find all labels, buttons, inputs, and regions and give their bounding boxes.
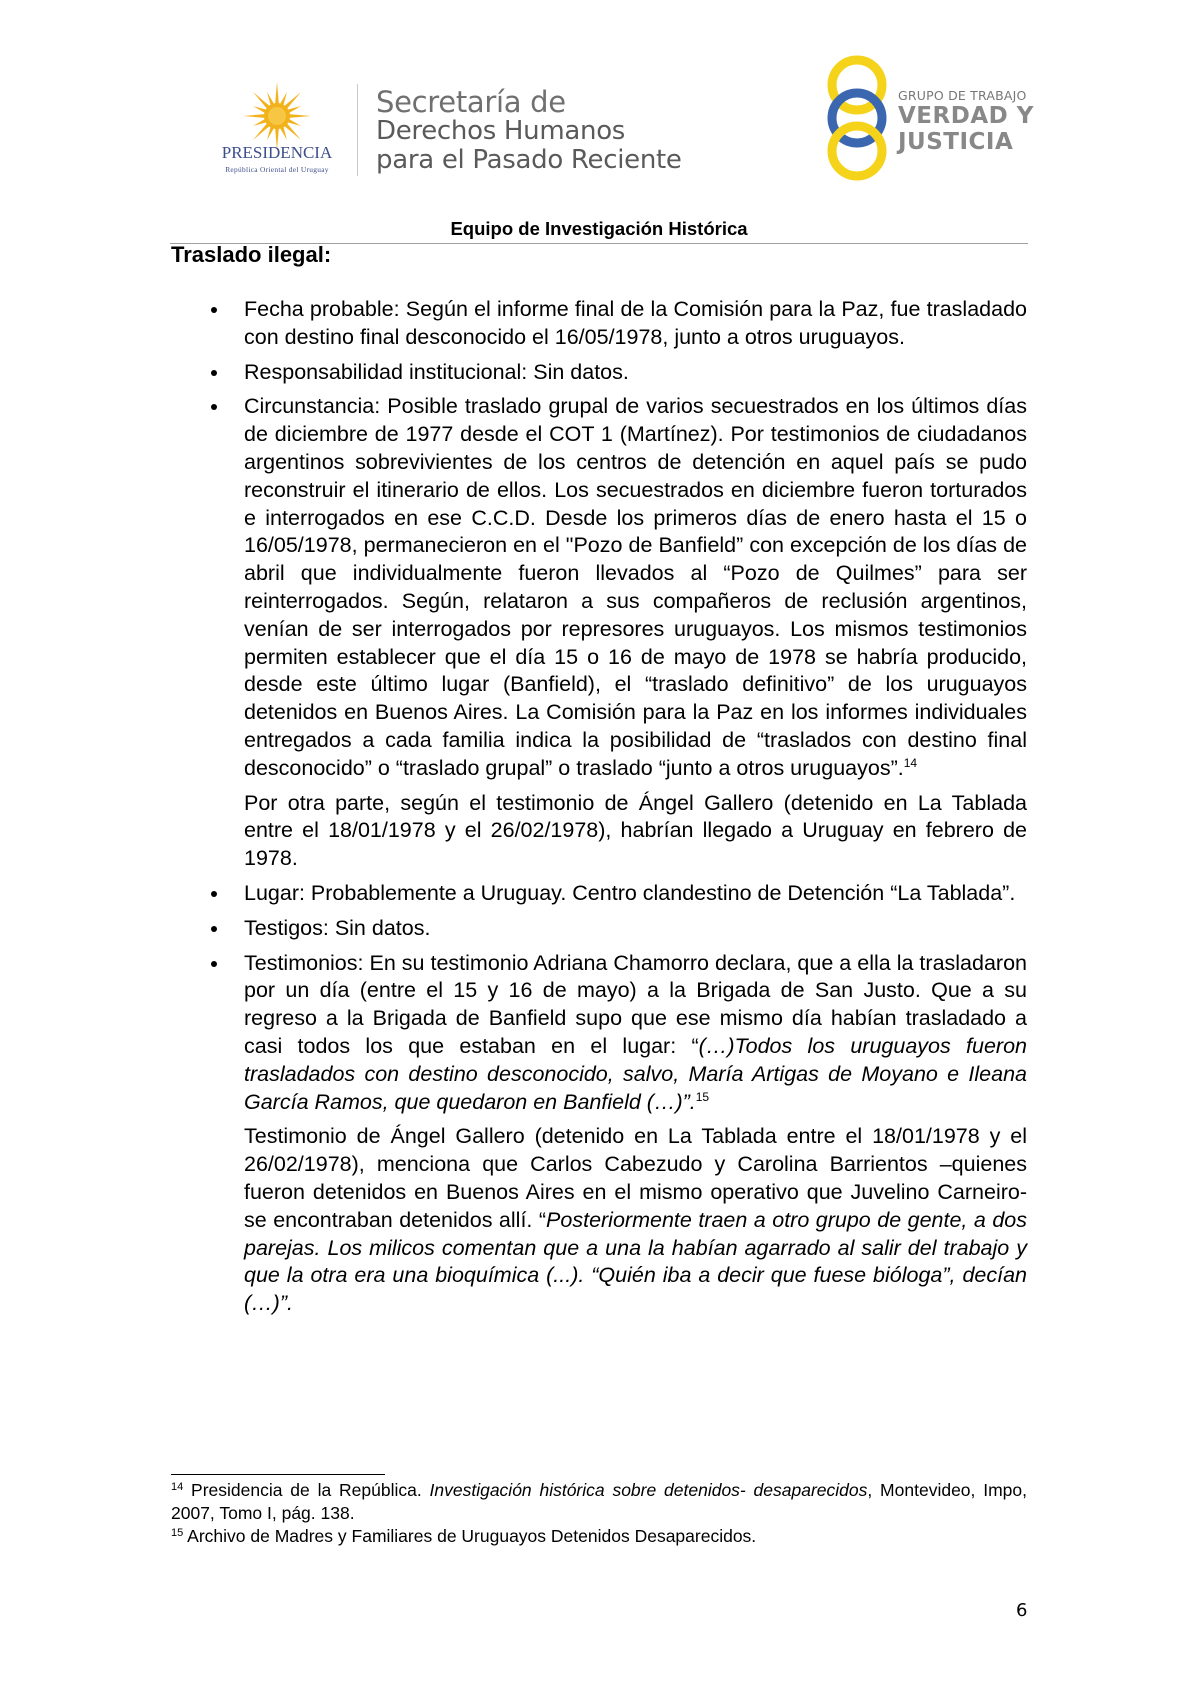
continuation-text: Por otra parte, según el testimonio de Ángel Gallero (detenido en La Tablada entre el 18/01/1978 y el 26/02/1978), habrían llegado a Uruguay en febrero de 1978. — [244, 790, 1027, 871]
presidencia-subtitle: República Oriental del Uruguay — [225, 165, 329, 174]
bullet-list — [244, 296, 1027, 1325]
page-number: 6 — [1016, 1600, 1028, 1621]
sun-ray — [243, 114, 265, 118]
sun-ray — [275, 82, 279, 104]
verdad-justicia-rings-logo — [822, 52, 892, 182]
list-item-text: Testigos: Sin datos. — [244, 915, 431, 940]
footnote-number: 15 — [171, 1527, 184, 1539]
secretaria-line-2: Derechos Humanos — [376, 116, 626, 146]
list-item-testimonios — [244, 950, 1027, 1117]
vyj-line-1: GRUPO DE TRABAJO — [898, 88, 1027, 103]
sun-ray — [253, 92, 270, 109]
quote-text: (…)Todos los uruguayos fueron trasladados con destino desconocido, salvo, María Artigas de Moyano e Ileana García Ramos, que quedaron en Banfield (…)”. — [244, 1033, 1027, 1114]
list-item-testigos — [244, 915, 1027, 943]
footnote-title: Investigación histórica sobre detenidos- desaparecidos — [429, 1480, 868, 1500]
list-item-responsabilidad — [244, 359, 1027, 387]
vyj-line-3: JUSTICIA — [898, 129, 1014, 155]
running-head: Equipo de Investigación Histórica — [170, 218, 1028, 244]
sun-ray — [284, 92, 301, 109]
list-item-fecha — [244, 296, 1027, 352]
ring-bottom-yellow — [832, 126, 882, 176]
continuation-text: Testimonio de Ángel Gallero (detenido en La Tablada entre el 18/01/1978 y el 26/02/1978), menciona que Carlos Cabezudo y Carolina Barrientos –quienes fueron detenidos en Buenos Aires en el mismo operativo que Juvelino Carneiro- se encontraban detenidos allí. “ — [244, 1124, 1027, 1232]
secretaria-line-1: Secretaría de — [376, 85, 566, 119]
footnote-ref: 15 — [695, 1089, 710, 1104]
list-item-lugar — [244, 880, 1027, 908]
list-item-text: Lugar: Probablemente a Uruguay. Centro clandestino de Detención “La Tablada”. — [244, 880, 1016, 905]
list-item-text: Testimonios: En su testimonio Adriana Chamorro declara, que a ella la trasladaron por un día (entre el 15 y 16 de mayo) a la Brigada de San Justo. Que a su regreso a la Brigada de Banfield supo que ese mismo día habían trasladado a casi todos los que estaban en el lugar: “ — [244, 950, 1027, 1058]
presidencia-sun-logo — [196, 78, 358, 180]
list-item-continuation — [244, 790, 1027, 873]
footnote-14: $^{14}$ Presidencia de la República. Investigación histórica sobre detenidos- desaparecidos, Montevideo, Impo, 2007, Tomo I, pág. 138. — [171, 1480, 1027, 1523]
footnote-separator — [171, 1474, 385, 1475]
vyj-line-2: VERDAD Y — [898, 103, 1034, 129]
page-header — [0, 0, 1190, 220]
sun-ray — [284, 123, 301, 140]
section-title: Traslado ilegal: — [171, 242, 332, 267]
sun-ray — [253, 123, 270, 140]
footnote-ref: 14 — [903, 755, 918, 770]
sun-ray — [289, 114, 311, 118]
sun-icon — [243, 82, 311, 150]
footnote-number: 14 — [171, 1481, 184, 1493]
secretaria-wordmark — [376, 85, 682, 175]
secretaria-line-3: para el Pasado Reciente — [376, 145, 682, 175]
list-item-continuation — [244, 1123, 1027, 1318]
list-item-text: Responsabilidad institucional: Sin datos. — [244, 359, 629, 384]
verdad-justicia-wordmark — [898, 88, 1034, 155]
list-item-text: Circunstancia: Posible traslado grupal de varios secuestrados en los últimos días de diciembre de 1977 desde el COT 1 (Martínez). Por testimonios de ciudadanos argentinos sobrevivientes de los centros de detención en aquel país se pudo reconstruir el itinerario de ellos. Los secuestrados en diciembre fueron torturados e interrogados en ese C.C.D. Desde los primeros días de enero hasta el 15 o 16/05/1978, permanecieron en el "Pozo de Banfield” con excepción de los días de abril que individualmente fueron llevados al “Pozo de Quilmes” para ser reinterrogados. Según, relataron a sus compañeros de reclusión argentinos, venían de ser interrogados por represores uruguayos. Los mismos testimonios permiten establecer que el día 15 o 16 de mayo de 1978 se habría producido, desde este último lugar (Banfield), el “traslado definitivo” de los uruguayos detenidos en Buenos Aires. La Comisión para la Paz en los informes individuales entregados a cada familia indica la posibilidad de “traslados con destino final desconocido” o “traslado grupal” o traslado “junto a otros uruguayos”. — [244, 394, 1027, 780]
quote-text: Posteriormente traen a otro grupo de gente, a dos parejas. Los milicos comentan que a una la habían agarrado al salir del trabajo y que la otra era una bioquímica (...). “Quién iba a decir que fuese bióloga”, decían (…)”. — [244, 1207, 1027, 1316]
footnote-15: $^{15}$ Archivo de Madres y Familiares de Uruguayos Detenidos Desaparecidos. — [171, 1526, 757, 1546]
list-item-text: Fecha probable: Según el informe final de la Comisión para la Paz, fue trasladado con destino final desconocido el 16/05/1978, junto a otros uruguayos. — [244, 297, 1027, 349]
list-item-circunstancia — [244, 393, 1027, 782]
presidencia-word: PRESIDENCIA — [221, 143, 333, 162]
logo-divider — [357, 84, 358, 176]
footnotes — [171, 1479, 1027, 1548]
